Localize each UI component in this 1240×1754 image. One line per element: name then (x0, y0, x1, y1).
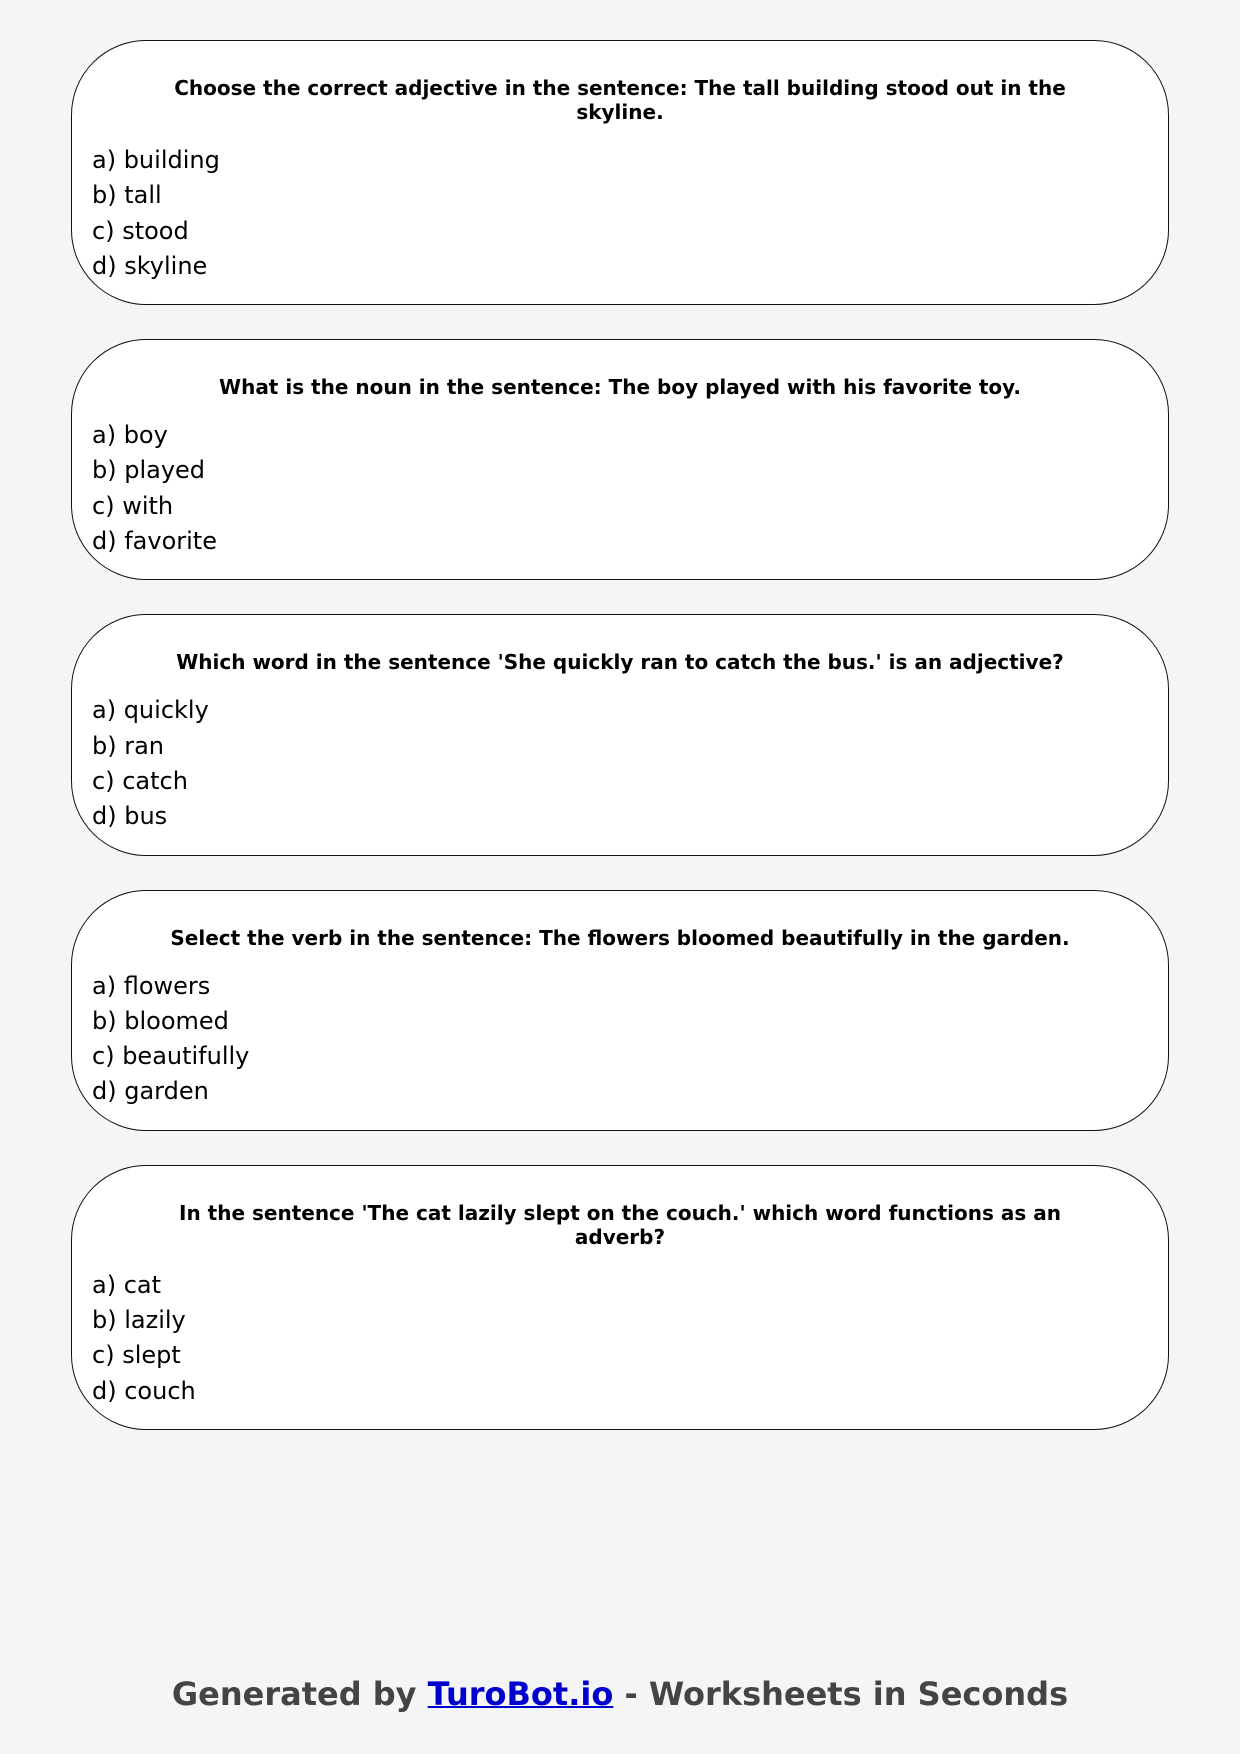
footer-suffix: - Worksheets in Seconds (613, 1675, 1069, 1713)
option-c: c) beautifully (92, 1042, 250, 1071)
option-a: a) boy (92, 421, 168, 450)
worksheet (71, 40, 1169, 1464)
options-list (92, 693, 1148, 834)
footer (0, 1674, 1240, 1714)
option-c: c) catch (92, 766, 188, 795)
option-a: a) building (92, 146, 220, 174)
footer-prefix: Generated by (171, 1675, 428, 1713)
question-card (71, 890, 1169, 1131)
question-text: In the sentence 'The cat lazily slept on the couch.' which word functions as an adverb? (179, 1200, 1061, 1249)
option-d: d) garden (92, 1077, 209, 1106)
option-d: d) couch (92, 1376, 196, 1405)
option-c: c) stood (92, 216, 189, 245)
option-b: b) bloomed (92, 1006, 229, 1035)
options-list (92, 1268, 1148, 1409)
option-d: d) favorite (92, 527, 217, 556)
option-d: d) bus (92, 802, 168, 831)
option-b: b) played (92, 456, 206, 485)
question-card (71, 614, 1169, 855)
option-d: d) skyline (92, 251, 208, 280)
question-card (71, 40, 1169, 305)
option-a: a) cat (92, 1270, 162, 1299)
question-card (71, 1165, 1169, 1430)
options-list (92, 143, 1148, 284)
options-list (92, 418, 1148, 559)
option-b: b) tall (92, 181, 162, 210)
question-text: Select the verb in the sentence: The flowers bloomed beautifully in the garden. (170, 925, 1070, 950)
option-b: b) lazily (92, 1306, 186, 1335)
turobot-link[interactable]: TuroBot.io (427, 1675, 614, 1713)
question-text: What is the noun in the sentence: The boy played with his favorite toy. (219, 375, 1021, 400)
option-a: a) quickly (92, 696, 209, 725)
question-card (71, 339, 1169, 580)
option-b: b) ran (92, 731, 165, 760)
options-list (92, 969, 1148, 1110)
option-c: c) slept (92, 1341, 181, 1370)
question-text: Choose the correct adjective in the sentence: The tall building stood out in the skyline. (174, 76, 1066, 124)
question-text: Which word in the sentence 'She quickly ran to catch the bus.' is an adjective? (176, 650, 1064, 675)
option-a: a) flowers (92, 971, 211, 1000)
option-c: c) with (92, 491, 174, 520)
